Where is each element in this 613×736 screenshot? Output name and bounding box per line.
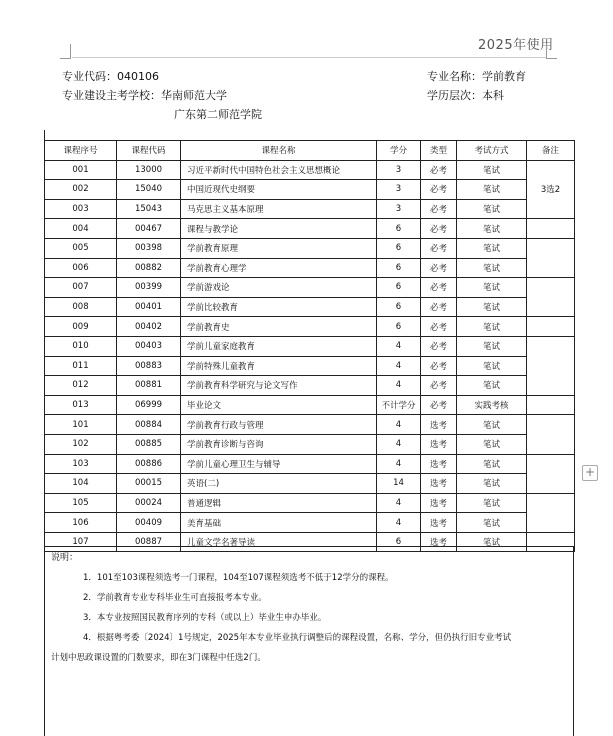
header-rule	[72, 57, 546, 58]
col-code: 课程代码	[117, 141, 181, 161]
cell-name: 中国近现代史纲要	[181, 180, 377, 200]
major-code-row	[62, 68, 159, 84]
cell-code: 15043	[117, 199, 181, 219]
cell-seq: 103	[45, 454, 117, 474]
cell-credit: 6	[377, 238, 421, 258]
cell-remark	[527, 395, 575, 415]
cell-seq: 005	[45, 238, 117, 258]
cell-name: 学前儿童心理卫生与辅导	[181, 454, 377, 474]
cell-seq: 011	[45, 356, 117, 376]
major-name: 学前教育	[482, 70, 526, 83]
table-row	[45, 415, 575, 435]
add-icon[interactable]: +	[582, 465, 598, 481]
note-2: 2．学前教育专业专科毕业生可直接报考本专业。	[83, 593, 267, 603]
school-label: 专业建设主考学校：	[62, 89, 161, 102]
cell-credit: 4	[377, 513, 421, 533]
cell-credit: 14	[377, 474, 421, 494]
cell-remark	[527, 415, 575, 454]
col-type: 类型	[421, 141, 457, 161]
cell-code: 00885	[117, 434, 181, 454]
cell-credit: 6	[377, 278, 421, 298]
header-corner-right	[546, 44, 557, 59]
col-seq: 课程序号	[45, 141, 117, 161]
note-4: 4．根据粤考委〔2024〕1号规定，2025年本专业毕业执行调整后的课程设置，名称、学分，但仍执行旧专业考试	[83, 633, 512, 643]
cell-credit: 6	[377, 317, 421, 337]
cell-name: 学前比较教育	[181, 297, 377, 317]
cell-name: 儿童文学名著导读	[181, 532, 377, 552]
cell-exam: 笔试	[457, 160, 527, 180]
cell-credit: 4	[377, 493, 421, 513]
table-row	[45, 356, 575, 376]
cell-exam: 笔试	[457, 317, 527, 337]
cell-name: 英语(二)	[181, 474, 377, 494]
notes-title: 说明：	[51, 553, 79, 563]
cell-credit: 6	[377, 532, 421, 552]
major-name-row	[427, 68, 526, 84]
cell-name: 学前教育原理	[181, 238, 377, 258]
cell-exam: 笔试	[457, 474, 527, 494]
cell-name: 学前教育行政与管理	[181, 415, 377, 435]
cell-remark	[527, 454, 575, 493]
cell-code: 00881	[117, 376, 181, 396]
cell-type: 必考	[421, 219, 457, 239]
cell-name: 学前教育科学研究与论文写作	[181, 376, 377, 396]
cell-exam: 笔试	[457, 258, 527, 278]
cell-seq: 001	[45, 160, 117, 180]
cell-seq: 105	[45, 493, 117, 513]
cell-remark	[527, 317, 575, 337]
cell-type: 必考	[421, 356, 457, 376]
table-row	[45, 219, 575, 239]
cell-code: 00399	[117, 278, 181, 298]
cell-exam: 笔试	[457, 356, 527, 376]
cell-seq: 008	[45, 297, 117, 317]
major-code-label: 专业代码：	[62, 70, 117, 83]
cell-code: 00024	[117, 493, 181, 513]
cell-credit: 6	[377, 258, 421, 278]
cell-credit: 3	[377, 180, 421, 200]
cell-type: 选考	[421, 434, 457, 454]
cell-seq: 003	[45, 199, 117, 219]
cell-code: 00884	[117, 415, 181, 435]
cell-credit: 4	[377, 336, 421, 356]
cell-credit: 3	[377, 160, 421, 180]
school-2: 广东第二师范学院	[174, 108, 262, 121]
cell-code: 00887	[117, 532, 181, 552]
cell-remark	[527, 219, 575, 239]
cell-name: 课程与教学论	[181, 219, 377, 239]
cell-exam: 笔试	[457, 532, 527, 552]
level-label: 学历层次：	[427, 89, 482, 102]
cell-exam: 笔试	[457, 376, 527, 396]
table-row	[45, 199, 575, 219]
cell-seq: 012	[45, 376, 117, 396]
table-header-row	[45, 141, 575, 161]
cell-seq: 004	[45, 219, 117, 239]
cell-seq: 009	[45, 317, 117, 337]
cell-credit: 4	[377, 434, 421, 454]
cell-code: 00467	[117, 219, 181, 239]
cell-code: 15040	[117, 180, 181, 200]
cell-code: 00402	[117, 317, 181, 337]
cell-exam: 笔试	[457, 454, 527, 474]
cell-name: 习近平新时代中国特色社会主义思想概论	[181, 160, 377, 180]
cell-seq: 006	[45, 258, 117, 278]
cell-credit: 4	[377, 415, 421, 435]
cell-type: 选考	[421, 532, 457, 552]
cell-exam: 实践考核	[457, 395, 527, 415]
cell-exam: 笔试	[457, 278, 527, 298]
cell-type: 必考	[421, 258, 457, 278]
cell-name: 毕业论文	[181, 395, 377, 415]
school-row	[62, 87, 227, 103]
cell-code: 00398	[117, 238, 181, 258]
cell-seq: 107	[45, 532, 117, 552]
table-row	[45, 513, 575, 533]
cell-type: 必考	[421, 336, 457, 356]
cell-credit: 4	[377, 356, 421, 376]
cell-exam: 笔试	[457, 180, 527, 200]
col-credit: 学分	[377, 141, 421, 161]
cell-credit: 4	[377, 454, 421, 474]
cell-seq: 002	[45, 180, 117, 200]
cell-remark	[527, 493, 575, 532]
year-label: 2025年使用	[478, 38, 554, 53]
table-row	[45, 434, 575, 454]
cell-exam: 笔试	[457, 336, 527, 356]
course-table	[44, 140, 575, 552]
table-row	[45, 336, 575, 356]
cell-name: 美育基础	[181, 513, 377, 533]
cell-type: 必考	[421, 180, 457, 200]
cell-code: 00409	[117, 513, 181, 533]
cell-code: 00401	[117, 297, 181, 317]
cell-exam: 笔试	[457, 199, 527, 219]
table-row	[45, 160, 575, 180]
cell-seq: 013	[45, 395, 117, 415]
cell-remark	[527, 238, 575, 277]
cell-credit: 3	[377, 199, 421, 219]
cell-seq: 101	[45, 415, 117, 435]
cell-type: 必考	[421, 317, 457, 337]
table-row	[45, 493, 575, 513]
cell-code: 00015	[117, 474, 181, 494]
cell-type: 选考	[421, 493, 457, 513]
school-1: 华南师范大学	[161, 89, 227, 102]
cell-seq: 102	[45, 434, 117, 454]
cell-exam: 笔试	[457, 238, 527, 258]
cell-name: 马克思主义基本原理	[181, 199, 377, 219]
cell-remark	[527, 336, 575, 395]
major-code: 040106	[117, 70, 159, 83]
major-name-label: 专业名称：	[427, 70, 482, 83]
cell-code: 00883	[117, 356, 181, 376]
cell-name: 学前教育心理学	[181, 258, 377, 278]
level: 本科	[482, 89, 504, 102]
cell-seq: 106	[45, 513, 117, 533]
cell-type: 选考	[421, 474, 457, 494]
cell-code: 13000	[117, 160, 181, 180]
cell-code: 00882	[117, 258, 181, 278]
table-row	[45, 297, 575, 317]
col-exam: 考试方式	[457, 141, 527, 161]
table-row	[45, 474, 575, 494]
cell-credit: 不计学分	[377, 395, 421, 415]
col-name: 课程名称	[181, 141, 377, 161]
col-remark: 备注	[527, 141, 575, 161]
cell-name: 学前教育史	[181, 317, 377, 337]
note-4-cont: 计划中思政课设置的门数要求，即在3门课程中任选2门。	[51, 653, 266, 663]
notes-box	[44, 546, 574, 736]
cell-name: 学前游戏论	[181, 278, 377, 298]
cell-name: 普通逻辑	[181, 493, 377, 513]
cell-type: 必考	[421, 199, 457, 219]
cell-credit: 6	[377, 219, 421, 239]
cell-name: 学前教育诊断与咨询	[181, 434, 377, 454]
cell-type: 必考	[421, 160, 457, 180]
cell-seq: 104	[45, 474, 117, 494]
cell-exam: 笔试	[457, 434, 527, 454]
cell-type: 选考	[421, 513, 457, 533]
note-3: 3．本专业按照国民教育序列的专科（或以上）毕业生申办毕业。	[83, 613, 327, 623]
cell-type: 必考	[421, 376, 457, 396]
table-row	[45, 180, 575, 200]
header-corner-left	[60, 44, 71, 59]
cell-credit: 4	[377, 376, 421, 396]
cell-exam: 笔试	[457, 493, 527, 513]
cell-type: 必考	[421, 278, 457, 298]
cell-seq: 010	[45, 336, 117, 356]
cell-type: 必考	[421, 297, 457, 317]
cell-name: 学前特殊儿童教育	[181, 356, 377, 376]
cell-type: 必考	[421, 238, 457, 258]
cell-credit: 6	[377, 297, 421, 317]
cell-code: 06999	[117, 395, 181, 415]
table-row	[45, 454, 575, 474]
cell-code: 00886	[117, 454, 181, 474]
table-row	[45, 395, 575, 415]
cell-name: 学前儿童家庭教育	[181, 336, 377, 356]
cell-seq: 007	[45, 278, 117, 298]
cell-type: 选考	[421, 454, 457, 474]
table-row	[45, 238, 575, 258]
cell-code: 00403	[117, 336, 181, 356]
table-row	[45, 376, 575, 396]
cell-exam: 笔试	[457, 513, 527, 533]
table-row	[45, 317, 575, 337]
cell-exam: 笔试	[457, 297, 527, 317]
cell-type: 必考	[421, 395, 457, 415]
cell-exam: 笔试	[457, 415, 527, 435]
cell-exam: 笔试	[457, 219, 527, 239]
cell-remark	[527, 278, 575, 317]
table-row	[45, 278, 575, 298]
table-row	[45, 258, 575, 278]
note-1: 1．101至103课程须选考一门课程，104至107课程须选考不低于12学分的课程。	[83, 573, 394, 583]
level-row	[427, 87, 504, 103]
cell-type: 选考	[421, 415, 457, 435]
cell-remark: 3选2	[527, 160, 575, 219]
